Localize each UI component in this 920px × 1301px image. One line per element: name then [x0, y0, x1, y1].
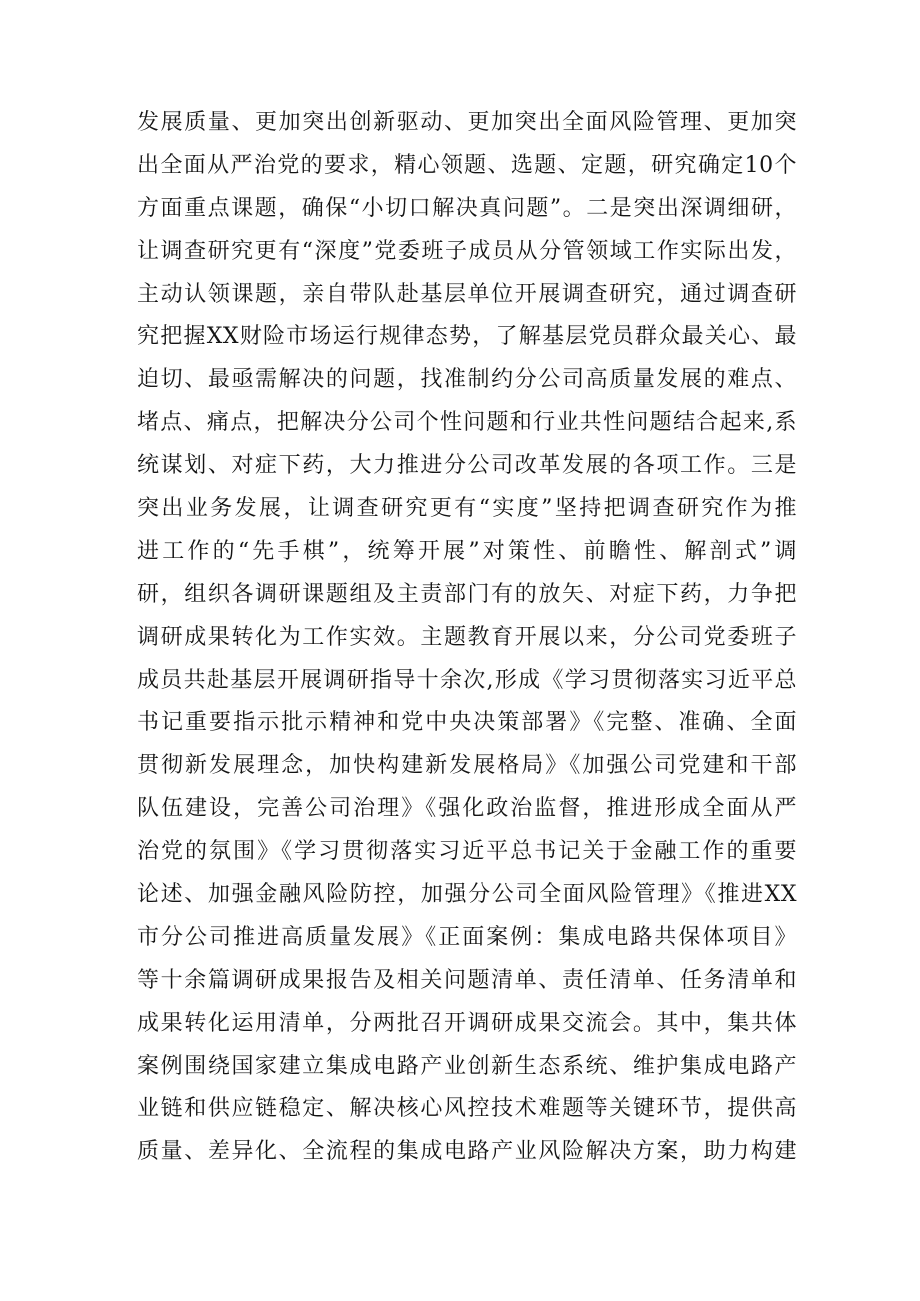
paragraph-line: 迫切、最亟需解决的问题，找准制约分公司高质量发展的难点、	[137, 367, 797, 393]
paragraph-line: 让调查研究更有“深度”党委班子成员从分管领域工作实际出发，	[137, 238, 797, 264]
paragraph-line: 主动认领课题，亲自带队赴基层单位开展调查研究，通过调查研	[137, 281, 797, 307]
paragraph-line: 质量、差异化、全流程的集成电路产业风险解决方案，助力构建	[137, 1139, 797, 1165]
paragraph-line: 研，组织各调研课题组及主责部门有的放矢、对症下药，力争把	[137, 581, 797, 607]
paragraph-line: 调研成果转化为工作实效。主题教育开展以来，分公司党委班子	[137, 624, 797, 650]
paragraph-line: 出全面从严治党的要求，精心领题、选题、定题，研究确定10个	[137, 152, 797, 178]
paragraph-line: 发展质量、更加突出创新驱动、更加突出全面风险管理、更加突	[137, 110, 797, 135]
paragraph-line: 堵点、痛点，把解决分公司个性问题和行业共性问题结合起来,系	[137, 410, 797, 436]
paragraph-line: 方面重点课题，确保“小切口解决真问题”。二是突出深调细研，	[137, 195, 797, 221]
paragraph-line: 进工作的“先手棋”，统筹开展”对策性、前瞻性、解剖式”调	[137, 538, 797, 564]
paragraph-line: 贯彻新发展理念，加快构建新发展格局》《加强公司党建和干部	[137, 753, 797, 779]
paragraph-line: 队伍建设，完善公司治理》《强化政治监督，推进形成全面从严	[137, 796, 797, 822]
paragraph-line: 突出业务发展，让调查研究更有“实度”坚持把调查研究作为推	[137, 496, 797, 522]
paragraph-line: 究把握XX财险市场运行规律态势，了解基层党员群众最关心、最	[137, 324, 797, 350]
paragraph-line: 成果转化运用清单，分两批召开调研成果交流会。其中，集共体	[137, 1010, 797, 1036]
paragraph-line: 市分公司推进高质量发展》《正面案例：集成电路共保体项目》	[137, 924, 797, 950]
paragraph-line: 治党的氛围》《学习贯彻落实习近平总书记关于金融工作的重要	[137, 839, 797, 865]
paragraph-line: 成员共赴基层开展调研指导十余次,形成《学习贯彻落实习近平总	[137, 667, 797, 693]
paragraph-line: 业链和供应链稳定、解决核心风控技术难题等关键环节，提供高	[137, 1096, 797, 1122]
body-paragraph	[137, 102, 797, 1174]
paragraph-line: 书记重要指示批示精神和党中央决策部署》《完整、准确、全面	[137, 710, 797, 736]
paragraph-line: 等十余篇调研成果报告及相关问题清单、责任清单、任务清单和	[137, 967, 797, 993]
paragraph-line: 案例围绕国家建立集成电路产业创新生态系统、维护集成电路产	[137, 1053, 797, 1079]
paragraph-line: 统谋划、对症下药，大力推进分公司改革发展的各项工作。三是	[137, 453, 797, 479]
paragraph-line: 论述、加强金融风险防控，加强分公司全面风险管理》《推进XX	[137, 882, 797, 908]
